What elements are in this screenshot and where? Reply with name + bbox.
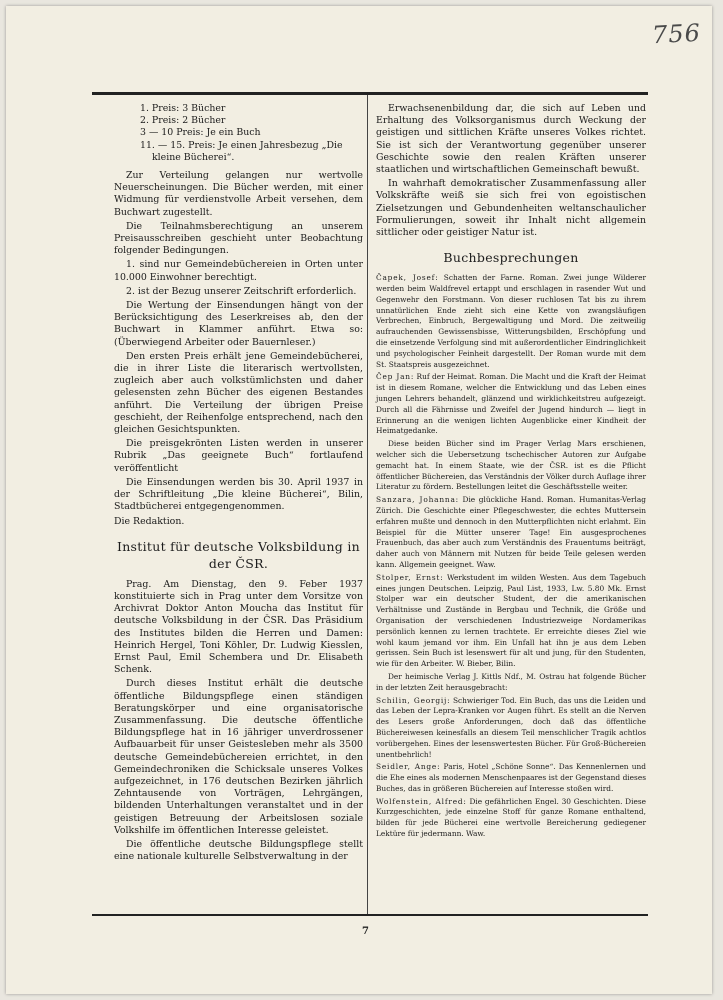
review-list xyxy=(376,273,646,840)
column-divider xyxy=(367,95,368,914)
review-text: Ruf der Heimat. Roman. Die Macht und die Kraft der Heimat ist in diesem Romane, welcher die Entwicklung und das Leben eines jungen Lehrers behandelt, glänzend und wirklichkeitstreu aufgezeigt. Durch all die Fährnisse und Zweifel der Jugend hindurch — liegt in Erinnerung an die wenigen lichten Augenblicke einer Kindheit der Heimatgedanke. xyxy=(376,372,646,436)
review-item xyxy=(376,573,646,670)
review-item xyxy=(376,696,646,761)
review-text: Der heimische Verlag J. Kittls Ndf., M. Ostrau hat folgende Bücher in der letzten Zeit herausgebracht: xyxy=(376,671,646,692)
prize-item: 3 — 10 Preis: Je ein Buch xyxy=(140,127,261,139)
review-text: Diese beiden Bücher sind im Prager Verlag Mars erschienen, welcher sich die Uebersetzung tschechischer Autoren zur Aufgabe gemacht hat. In einem Staate, wie der ČSR. ist es die Pflicht öffentlicher Büchereien, das Verständnis der Völker durch Auflage ihrer Literatur zu fördern. Bestellungen leitet die Geschäftsstelle weiter. xyxy=(376,439,646,492)
review-author: Schilin, Georgij: xyxy=(376,695,451,705)
top-rule xyxy=(92,92,648,95)
reviews-heading: Buchbesprechungen xyxy=(443,250,579,266)
review-item xyxy=(376,495,646,571)
paragraph: Die Einsendungen werden bis 30. April 1937 in der Schriftleitung „Die kleine Bücherei“, Bilin, Stadtbücherei entgegengenommen. xyxy=(114,476,363,513)
editorial-signature: Die Redaktion. xyxy=(114,515,185,527)
review-text: Die glückliche Hand. Roman. Humanitas-Verlag Zürich. Die Geschichte einer Pflegeschwester, die echtes Muttersein erfahren mußte und dennoch in den Mutterpflichten nicht erlahmt. Ein Beispiel für die Mütter unserer Tage! Ein ausgesprochenes Frauenbuch, das aber auch zum Verständnis des Frauentums beiträgt, daher auch von Männern mit Nutzen für beide Teile gelesen werden kann. Allgemein geeignet. Waw. xyxy=(376,495,646,569)
review-item xyxy=(376,672,646,694)
paragraph: Den ersten Preis erhält jene Gemeindebücherei, die in ihrer Liste die literarisch wertvollsten, zugleich aber auch volkstümlichsten und daher gelesensten zehn Bücher des eigenen Bestandes anführt. Die Verteilung der übrigen Preise geschieht, der Reihenfolge entsprechend, nach den gleichen Gesichtspunkten. xyxy=(114,350,363,436)
review-author: Čapek, Josef: xyxy=(376,273,439,283)
left-column xyxy=(114,103,363,865)
paragraph: Zur Verteilung gelangen nur wertvolle Neuerscheinungen. Die Bücher werden, mit einer Widmung für verdienstvolle Arbeit versehen, dem Buchwart zugestellt. xyxy=(114,170,363,218)
page-number: 7 xyxy=(362,926,369,937)
paragraph: Die Wertung der Einsendungen hängt von der Berücksichtigung des Leserkreises ab, den der Buchwart in Klammer anführt. Etwa so: (Überwiegend Arbeiter oder Bauernleser.) xyxy=(114,300,363,348)
review-author: Sanzara, Johanna: xyxy=(376,495,459,505)
paragraph: Die Teilnahmsberechtigung an unserem Preisausschreiben geschieht unter Beobachtung folgender Bedingungen. xyxy=(114,220,363,257)
review-item xyxy=(376,372,646,437)
review-item xyxy=(376,273,646,370)
paragraph: Die preisgekrönten Listen werden in unserer Rubrik „Das geeignete Buch“ fortlaufend veröffentlicht xyxy=(114,438,363,474)
review-text: Paris, Hotel „Schöne Sonne“. Das Kennenlernen und die Ehe eines als modernen Menschenpaares ist der Gegenstand dieses Buches, das in größeren Büchereien auf Interesse stoßen wird. xyxy=(376,762,646,793)
institute-heading: Institut für deutsche Volksbildung in der ČSR. xyxy=(116,538,361,571)
review-author: Seidler, Ange: xyxy=(376,762,441,772)
review-author: Čep Jan: xyxy=(376,372,415,382)
paragraph: Die öffentliche deutsche Bildungspflege stellt eine nationale kulturelle Selbstverwaltung in der xyxy=(114,838,363,863)
review-text: Werkstudent im wilden Westen. Aus dem Tagebuch eines jungen Deutschen. Leipzig, Paul List, 1933, Lw. 5.80 Mk. Ernst Stolper war ein deutscher Student, der die amerikanischen Verhältnisse und Zustände in Bergbau und Technik, die Größe und Organisation der verschiedenen Industriezweige Nordamerikas persönlich kennen zu lernen trachtete. Er erreichte dieses Ziel wie wohl kaum jemand vor ihm. Ein Unfall hat ihn je aus dem Leben gerissen. Sein Buch ist lesenswert für alt und jung, für den Studenten, wie für den Arbeiter. W. Bieber, Bilin. xyxy=(376,572,647,669)
paragraph: 1. sind nur Gemeindebüchereien in Orten unter 10.000 Einwohner berechtigt. xyxy=(114,259,363,283)
paragraph: Durch dieses Institut erhält die deutsche öffentliche Bildungspflege einen ständigen Beratungskörper und eine organisatorische Zusammenfassung. Die deutsche öffentliche Bildungspflege hat in 16 jähriger unverdrossener Aufbauarbeit für unser Geistesleben mehr als 3500 deutsche Gemeindebüchereien errichtet, in den Gemeindechroniken die Schicksale unseres Volkes aufgezeichnet, in 176 deutschen Bezirken jährlich Zehntausende von Vorträgen, Lehrgängen, bildenden Unterhaltungen veranstaltet und in der geistigen Betreuung der Arbeitslosen soziale Volkshilfe im öffentlichen Interesse geleistet. xyxy=(114,678,363,836)
review-author: Stolper, Ernst: xyxy=(376,572,444,582)
review-item xyxy=(376,797,646,840)
review-author: Wolfenstein, Alfred: xyxy=(376,796,467,806)
document-page xyxy=(6,6,712,994)
right-column xyxy=(376,103,646,842)
review-text: Schwieriger Tod. Ein Buch, das uns die Leiden und das Leben der Lepra-Kranken vor Augen führt. Es stellt an die Nerven des Lesers große Anforderungen, doch daß das öffentliche Büchereiwesen keinesfalls an diesem Teil menschlicher Tragik achtlos vorübergehen. Eines der lesenswertesten Bücher. Für Groß-Büchereien unentbehrlich! xyxy=(376,695,646,759)
archive-number: 756 xyxy=(651,18,702,50)
paragraph: In wahrhaft demokratischer Zusammenfassung aller Volkskräfte weiß sie sich frei von egoistischen Zielsetzungen und Gebundenheiten weltanschaulicher Formulierungen, soweit ihr Inhalt nicht allgemein sittlicher oder geistiger Natur ist. xyxy=(376,178,646,239)
review-item xyxy=(376,439,646,493)
prize-item: 1. Preis: 3 Bücher xyxy=(140,103,226,114)
prize-item: 2. Preis: 2 Bücher xyxy=(140,115,226,127)
review-text: Die gefährlichen Engel. 30 Geschichten. Diese Kurzgeschichten, jede einzelne Stoff für ganze Romane enthaltend, bilden für jede Bücherei eine wertvolle Bereicherung gediegener Lektüre für jedermann. Waw. xyxy=(376,796,646,839)
bottom-rule xyxy=(92,914,648,916)
review-item xyxy=(376,762,646,794)
paragraph: Prag. Am Dienstag, den 9. Feber 1937 konstituierte sich in Prag unter dem Vorsitze von Archivrat Doktor Anton Moucha das Institut für deutsche Volksbildung in der ČSR. Das Präsidium des Institutes bilden die Herren und Damen: Heinrich Hergel, Toni Köhler, Dr. Ludwig Kiesslen, Ernst Paul, Emil Schembera und Dr. Elisabeth Schenk. xyxy=(114,578,363,676)
prize-list xyxy=(140,103,363,164)
review-text: Schatten der Farne. Roman. Zwei junge Wilderer werden beim Waldfrevel ertappt und erschlagen in rasender Wut und Gegenwehr den Forstmann. Von dieser ruchlosen Tat bis zu ihrem unnatürlichen Ende zieht sich eine Kette von zwangsläufigen Verbrechen, Einbruch, Bergewaltigung und Mord. Die zeitweilig aufrauchenden Gewissensbisse, Witterungsbilden, Erschöpfung und die einsetzende Verfolgung sind mit außerordentlicher Eindringlichkeit und psychologischer Feinheit dargestellt. Der Roman wurde mit dem St. Staatspreis ausgezeichnet. xyxy=(376,273,646,369)
paragraph: Erwachsenenbildung dar, die sich auf Leben und Erhaltung des Volksorganismus durch Weckung der geistigen und sittlichen Kräfte unseres Volkes richtet. Sie ist sich der Verantwortung gegenüber unserer Geschichte sowie den realen Kräften unserer staatlichen und wirtschaftlichen Gemeinschaft bewußt. xyxy=(376,103,646,176)
prize-item: 11. — 15. Preis: Je einen Jahresbezug „Die kleine Bücherei“. xyxy=(140,139,343,163)
paragraph: 2. ist der Bezug unserer Zeitschrift erforderlich. xyxy=(126,285,357,297)
